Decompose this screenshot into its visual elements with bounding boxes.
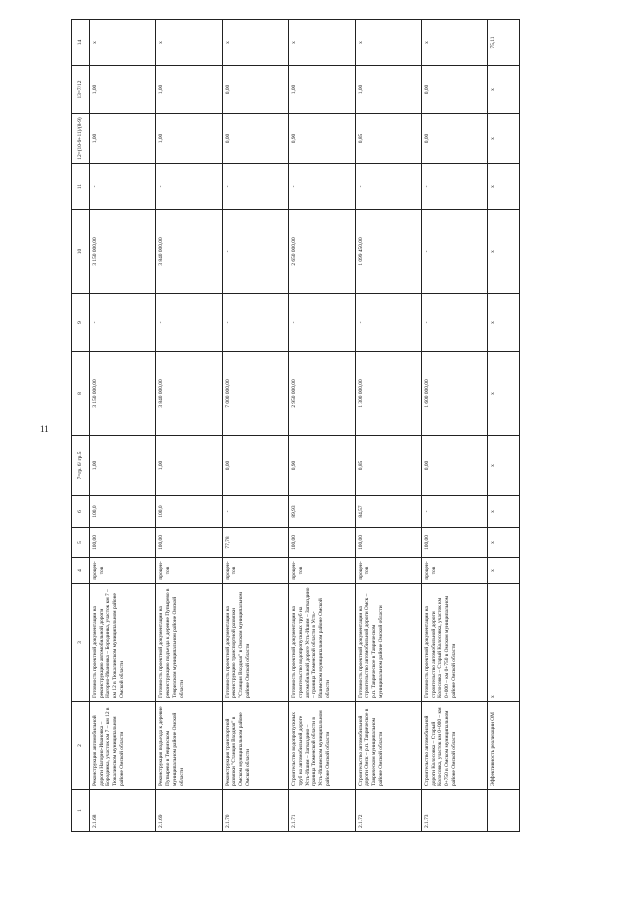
table-cell-c6: - <box>222 496 288 528</box>
table-cell-c5: 100,00 <box>289 528 355 558</box>
table-cell-c14: x <box>222 20 288 66</box>
table-cell-unit: процен-тов <box>421 558 487 584</box>
table-cell-indicator: Готовность проектной документации на строительство автомобильной дороги Омск – р.п. Таврическое в Таврическом муниципальном районе Омской области <box>355 584 421 702</box>
table-cell-c6: 100,0 <box>89 496 155 528</box>
table-cell-c11: - <box>289 164 355 210</box>
table-cell-c5: 100,00 <box>156 528 222 558</box>
table-cell-c9: - <box>355 294 421 352</box>
table-cell-c9: - <box>156 294 222 352</box>
table-cell-unit: процен-тов <box>156 558 222 584</box>
table-cell-c10: 3 150 000,00 <box>89 210 155 294</box>
table-cell-unit: процен-тов <box>289 558 355 584</box>
table-cell-num <box>488 790 520 832</box>
table-cell-c7: 1,00 <box>156 436 222 496</box>
table-cell-c13: 1,00 <box>355 66 421 114</box>
table-cell-unit: процен-тов <box>355 558 421 584</box>
table-row <box>355 20 421 832</box>
table-cell-c5: 100,00 <box>355 528 421 558</box>
table-cell-c7: x <box>488 436 520 496</box>
table-cell-c6: x <box>488 496 520 528</box>
table-cell-num: 2.1.71 <box>289 790 355 832</box>
column-header: 11 <box>72 164 90 210</box>
table-cell-c8: 1 300 000,00 <box>355 352 421 436</box>
column-header: 2 <box>72 702 90 790</box>
table-cell-name: Эффективность реализации ОМ <box>488 702 520 790</box>
table-cell-c14: x <box>355 20 421 66</box>
table-cell-c9: - <box>421 294 487 352</box>
table-cell-c11: - <box>222 164 288 210</box>
table-cell-c12: 1,00 <box>89 114 155 164</box>
table-cell-c7: 0,00 <box>421 436 487 496</box>
page-number: 11 <box>40 424 49 434</box>
table-cell-c14: x <box>421 20 487 66</box>
table-cell-c13: 1,00 <box>156 66 222 114</box>
table-cell-name: Строительство водопропускных труб на автомобильной дороге Усть-Ишим – Загваздино – граница Тюменской области в Усть-Ишимском муниципальном районе Омской области <box>289 702 355 790</box>
table-cell-c11: - <box>355 164 421 210</box>
table-cell-c5: x <box>488 528 520 558</box>
table-cell-indicator: Готовность проектной документации на реконструкцию автомобильной дороги Нагорно-Ивановка – Бородинка, участок км 7 – км 12 в Тюкалинском муниципальном районе Омской области <box>89 584 155 702</box>
column-header: 10 <box>72 210 90 294</box>
table-cell-c11: - <box>89 164 155 210</box>
efficiency-table <box>71 19 520 832</box>
table-cell-c12: 0,00 <box>222 114 288 164</box>
table-cell-c7: 0,00 <box>222 436 288 496</box>
table-cell-indicator: Готовность проектной документации на строительство водопропускных труб на автомобильной дороге Усть-Ишим – Загваздино – граница Тюменской области в Усть-Ишимском муниципальном районе Омской области <box>289 584 355 702</box>
table-row <box>89 20 155 832</box>
table-cell-c14: x <box>156 20 222 66</box>
table-cell-unit: x <box>488 558 520 584</box>
table-cell-c5: 100,00 <box>89 528 155 558</box>
table-cell-unit: процен-тов <box>222 558 288 584</box>
table-cell-c9: - <box>289 294 355 352</box>
column-header: 12=(10-9+11)/(8-9) <box>72 114 90 164</box>
table-cell-c7: 0,90 <box>289 436 355 496</box>
table-cell-c13: x <box>488 66 520 114</box>
table-header-row <box>72 20 90 832</box>
table-row <box>488 20 520 832</box>
table-cell-c7: 1,00 <box>89 436 155 496</box>
table-cell-c12: 0,85 <box>355 114 421 164</box>
table-cell-name: Строительство автомобильной дороги Колосовка – Старый Колосовка, участок км 0+000 – км 0+750 в Омском муниципальном районе Омской области <box>421 702 487 790</box>
column-header: 9 <box>72 294 90 352</box>
table-cell-c10: 3 840 000,00 <box>156 210 222 294</box>
table-cell-c9: - <box>222 294 288 352</box>
table-cell-c11: x <box>488 164 520 210</box>
table-row <box>289 20 355 832</box>
table-cell-num: 2.1.69 <box>156 790 222 832</box>
table-cell-c11: - <box>421 164 487 210</box>
table-cell-c14: x <box>289 20 355 66</box>
table-cell-c14: 75,11 <box>488 20 520 66</box>
table-cell-c11: - <box>156 164 222 210</box>
column-header: 14 <box>72 20 90 66</box>
table-cell-c6: - <box>421 496 487 528</box>
table-cell-c13: 0,00 <box>421 66 487 114</box>
table-cell-num: 2.1.72 <box>355 790 421 832</box>
table-cell-c8: x <box>488 352 520 436</box>
table-cell-c8: 2 950 000,00 <box>289 352 355 436</box>
table-cell-num: 2.1.73 <box>421 790 487 832</box>
table-cell-num: 2.1.70 <box>222 790 288 832</box>
table-cell-indicator: Готовность проектной документации на реконструкцию подъезда к деревне Пупырево в Тевризском муниципальном районе Омской области <box>156 584 222 702</box>
column-header: 5 <box>72 528 90 558</box>
table-cell-c10: 1 099 450,00 <box>355 210 421 294</box>
table-cell-c9: - <box>89 294 155 352</box>
column-header: 4 <box>72 558 90 584</box>
table-cell-c12: 1,00 <box>156 114 222 164</box>
table-cell-c8: 3 150 000,00 <box>89 352 155 436</box>
table-cell-c6: 84,57 <box>355 496 421 528</box>
table-cell-c10: x <box>488 210 520 294</box>
table-cell-num: 2.1.68 <box>89 790 155 832</box>
table-cell-name: Реконструкция подъезда к деревне Пупырево в Тевризском муниципальном районе Омской области <box>156 702 222 790</box>
table-cell-indicator: x <box>488 584 520 702</box>
table-cell-name: Строительство автомобильной дороги Омск – р.п. Таврическое в Таврическом муниципальном районе Омской области <box>355 702 421 790</box>
table-cell-name: Реконструкция автомобильной дороги Нагорно-Ивановка – Бородинка, участок км 7 – км 12 в Тюкалинском муниципальном районе Омской области <box>89 702 155 790</box>
table-cell-c12: 0,90 <box>289 114 355 164</box>
table-container <box>71 20 520 832</box>
column-header: 1 <box>72 790 90 832</box>
column-header: 3 <box>72 584 90 702</box>
table-cell-c13: 1,00 <box>89 66 155 114</box>
column-header: 8 <box>72 352 90 436</box>
table-cell-indicator: Готовность проектной документации на строительство автомобильной дороги Колосовка – Старый Колосовка, участок км 0+000 – км 0+750 в Омском муниципальном районе Омской области <box>421 584 487 702</box>
table-cell-name: Реконструкция транспортной развязки "Станция Входная" в Омском муниципальном районе Омской области <box>222 702 288 790</box>
table-cell-c13: 0,00 <box>222 66 288 114</box>
column-header: 6 <box>72 496 90 528</box>
column-header: 7=гр. 6/ гр.5 <box>72 436 90 496</box>
table-cell-c9: x <box>488 294 520 352</box>
table-cell-c5: 100,00 <box>421 528 487 558</box>
table-cell-c6: 89,93 <box>289 496 355 528</box>
table-cell-c6: 100,0 <box>156 496 222 528</box>
table-cell-c10: 2 650 000,00 <box>289 210 355 294</box>
table-row <box>222 20 288 832</box>
table-row <box>156 20 222 832</box>
table-row <box>421 20 487 832</box>
table-cell-indicator: Готовность проектной документации на реконструкцию транспортной развязки "Станция Входная" в Омском муниципальном районе Омской области <box>222 584 288 702</box>
table-cell-c14: x <box>89 20 155 66</box>
table-cell-c10: - <box>222 210 288 294</box>
table-cell-c13: 1,00 <box>289 66 355 114</box>
column-header: 13=7/12 <box>72 66 90 114</box>
table-cell-c5: 77,78 <box>222 528 288 558</box>
table-cell-c8: 7 000 000,00 <box>222 352 288 436</box>
table-cell-c7: 0,85 <box>355 436 421 496</box>
table-cell-unit: процен-тов <box>89 558 155 584</box>
table-cell-c10: - <box>421 210 487 294</box>
table-cell-c8: 3 840 000,00 <box>156 352 222 436</box>
table-cell-c12: 0,00 <box>421 114 487 164</box>
table-cell-c12: x <box>488 114 520 164</box>
table-cell-c8: 1 600 000,00 <box>421 352 487 436</box>
